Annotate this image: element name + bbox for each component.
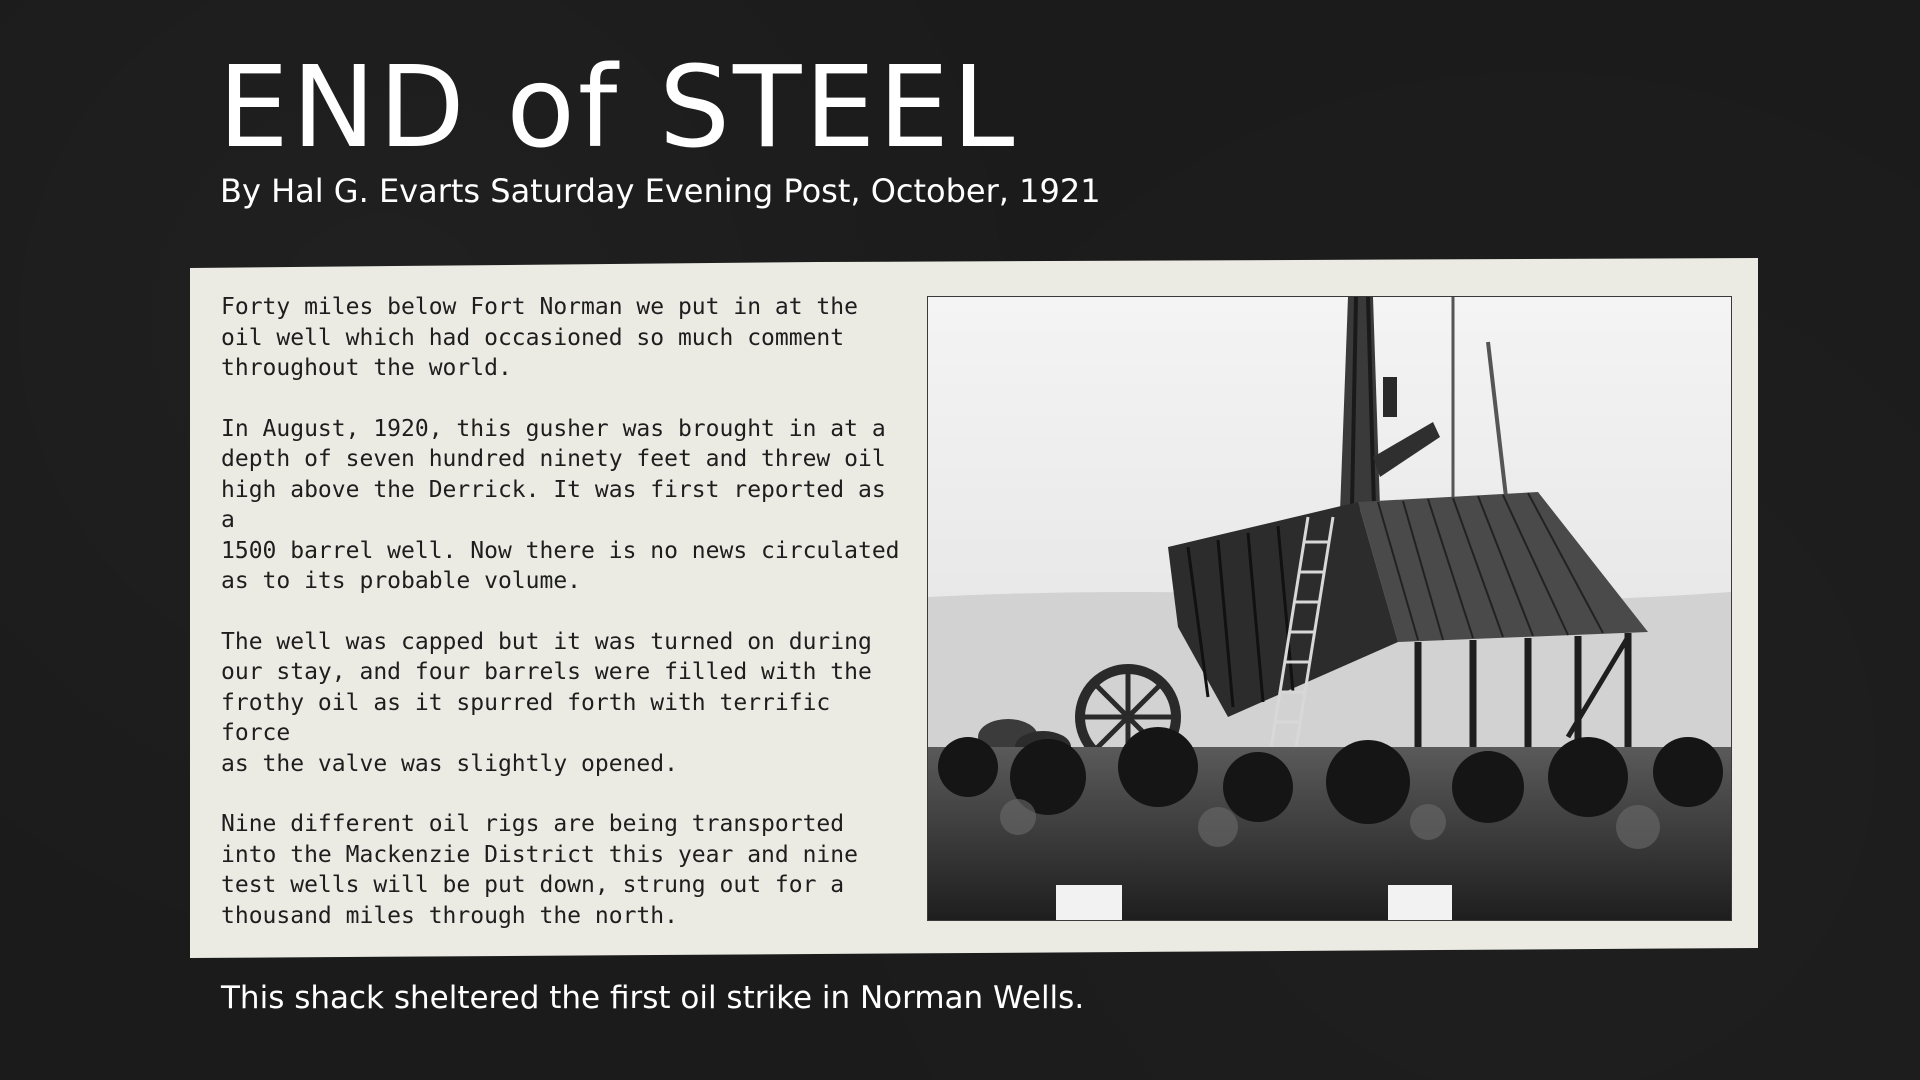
- article-paragraph: The well was capped but it was turned on during our stay, and four barrels were filled with the frothy oil as it spurred forth with terrific force as the valve was slightly opened.: [221, 628, 872, 777]
- oil-well-shack-illustration: [928, 297, 1731, 920]
- oil-well-shack-photo: [927, 296, 1732, 921]
- article-paragraph: In August, 1920, this gusher was brought in at a depth of seven hundred ninety feet and threw oil high above the Derrick. It was first reported as a 1500 barrel well. Now there is no news circulated as to its probable volume.: [221, 415, 900, 594]
- article-paragraph: Nine different oil rigs are being transported into the Mackenzie District this year and nine test wells will be put down, strung out for a thousand miles through the north.: [221, 811, 858, 929]
- page-title: END of STEEL: [218, 43, 1018, 173]
- article-text: [221, 292, 901, 961]
- photo-caption: This shack sheltered the first oil strike in Norman Wells.: [221, 980, 1085, 1016]
- page-subtitle: By Hal G. Evarts Saturday Evening Post, October, 1921: [220, 172, 1101, 210]
- article-paragraph: Forty miles below Fort Norman we put in at the oil well which had occasioned so much comment throughout the world.: [221, 294, 858, 381]
